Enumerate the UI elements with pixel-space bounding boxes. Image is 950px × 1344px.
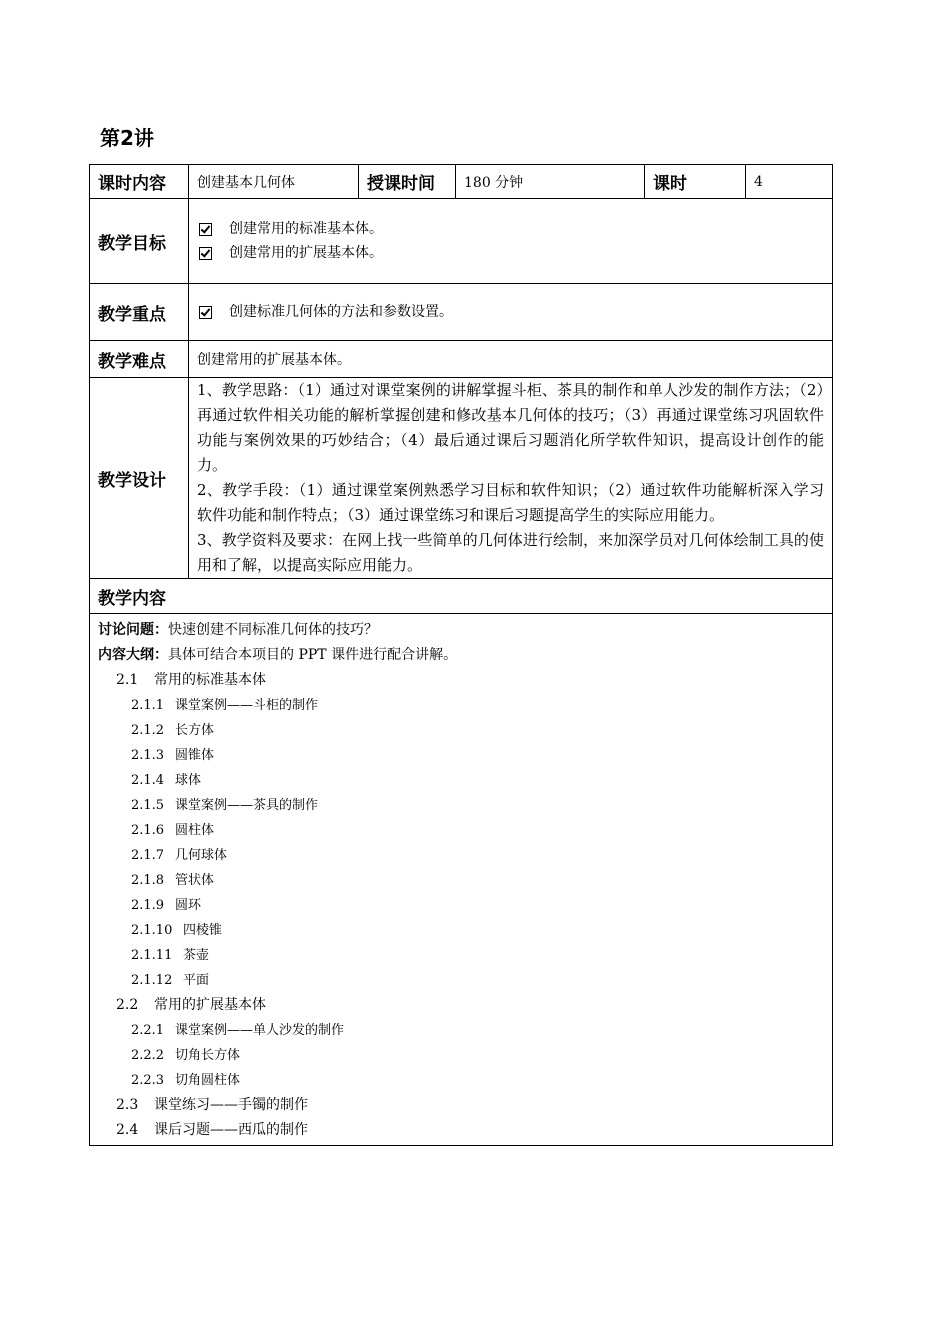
subsection-item: 2.1.3 圆锥体 — [131, 748, 215, 763]
row-key-points — [90, 284, 833, 341]
checked-box-icon — [199, 247, 212, 260]
subsection-item: 2.2.1 课堂案例——单人沙发的制作 — [131, 1023, 345, 1038]
key-point-text: 创建标准几何体的方法和参数设置。 — [229, 304, 453, 320]
subsection-item: 2.1.12 平面 — [131, 973, 210, 988]
discussion-text: 快速创建不同标准几何体的技巧？ — [168, 622, 378, 638]
value-lesson-time: 180 分钟 — [456, 165, 645, 199]
row-design — [90, 378, 833, 579]
difficulties-text: 创建常用的扩展基本体。 — [189, 341, 833, 378]
label-design: 教学设计 — [90, 378, 189, 579]
lesson-plan-table — [89, 164, 833, 1146]
section-heading: 2.1 常用的标准基本体 — [116, 672, 266, 688]
label-lesson-time: 授课时间 — [359, 165, 456, 199]
objective-item — [197, 241, 824, 265]
row-difficulties — [90, 341, 833, 378]
subsection-item: 2.1.1 课堂案例——斗柜的制作 — [131, 698, 319, 713]
design-paragraph-3: 3、教学资料及要求：在网上找一些简单的几何体进行绘制，来加深学员对几何体绘制工具的使用和了解，以提高实际应用能力。 — [197, 531, 824, 574]
lecture-title: 第2讲 — [100, 126, 154, 150]
label-lesson-content: 课时内容 — [90, 165, 189, 199]
subsection-item: 2.1.5 课堂案例——茶具的制作 — [131, 798, 319, 813]
subsection-item: 2.1.6 圆柱体 — [131, 823, 215, 838]
value-lesson-content: 创建基本几何体 — [189, 165, 359, 199]
subsection-item: 2.1.9 圆环 — [131, 898, 202, 913]
outline-line — [98, 643, 824, 668]
section-heading: 2.4 课后习题——西瓜的制作 — [116, 1122, 308, 1138]
label-difficulties: 教学难点 — [90, 341, 189, 378]
row-content-body — [90, 614, 833, 1146]
label-key-points: 教学重点 — [90, 284, 189, 341]
label-content: 教学内容 — [90, 579, 833, 614]
subsection-item: 2.1.7 几何球体 — [131, 848, 228, 863]
objective-item — [197, 217, 824, 241]
objective-text: 创建常用的标准基本体。 — [229, 221, 383, 237]
content-outline — [90, 614, 833, 1146]
section-heading: 2.2 常用的扩展基本体 — [116, 997, 266, 1013]
subsection-item: 2.2.2 切角长方体 — [131, 1048, 241, 1063]
key-point-item — [197, 300, 824, 324]
design-paragraph-1: 1、教学思路：（1）通过对课堂案例的讲解掌握斗柜、茶具的制作和单人沙发的制作方法；（2）再通过软件相关功能的解析掌握创建和修改基本几何体的技巧；（3）再通过课堂练习巩固软件功能与案例效果的巧妙结合；（4）最后通过课后习题消化所学软件知识，提高设计创作的能力。 — [197, 381, 824, 474]
objectives-list — [189, 199, 833, 284]
row-content-header — [90, 579, 833, 614]
subsection-item: 2.1.10 四棱锥 — [131, 923, 223, 938]
discussion-label: 讨论问题： — [98, 622, 168, 638]
subsection-item: 2.1.2 长方体 — [131, 723, 215, 738]
checked-box-icon — [199, 306, 212, 319]
label-objectives: 教学目标 — [90, 199, 189, 284]
outline-text: 具体可结合本项目的 PPT 课件进行配合讲解。 — [168, 647, 458, 663]
value-lesson-hours: 4 — [746, 165, 833, 199]
subsection-item: 2.1.11 茶壶 — [131, 948, 210, 963]
checked-box-icon — [199, 223, 212, 236]
row-lesson-info — [90, 165, 833, 199]
subsection-item: 2.1.4 球体 — [131, 773, 202, 788]
subsection-item: 2.1.8 管状体 — [131, 873, 215, 888]
objective-text: 创建常用的扩展基本体。 — [229, 245, 383, 261]
subsection-item: 2.2.3 切角圆柱体 — [131, 1073, 241, 1088]
outline-label: 内容大纲： — [98, 647, 168, 663]
section-heading: 2.3 课堂练习——手镯的制作 — [116, 1097, 308, 1113]
discussion-line — [98, 618, 824, 643]
row-objectives — [90, 199, 833, 284]
label-lesson-hours: 课时 — [645, 165, 746, 199]
design-paragraph-2: 2、教学手段：（1）通过课堂案例熟悉学习目标和软件知识；（2）通过软件功能解析深入学习软件功能和制作特点；（3）通过课堂练习和课后习题提高学生的实际应用能力。 — [197, 481, 824, 524]
design-text — [189, 378, 833, 579]
